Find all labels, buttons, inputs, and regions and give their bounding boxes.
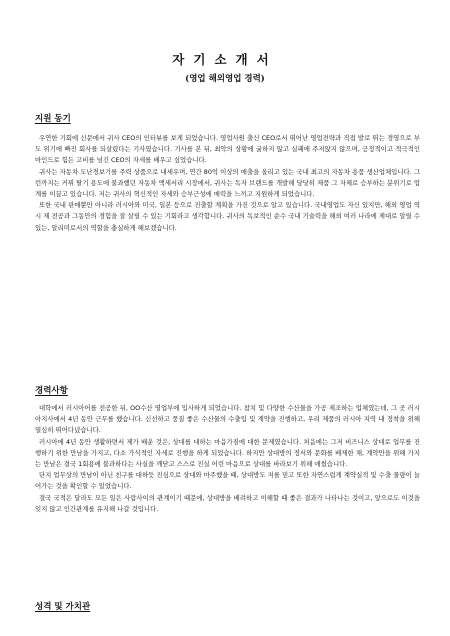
paragraph: 결국 국적은 달라도 모든 일은 사람사이의 관계이기 때문에, 상대방을 배려하고 이해할 때 좋은 결과가 나타나는 것이고, 앞으로도 이것을 잊지 않고 인간관계를 유지해 나갈 것입니다. bbox=[35, 493, 420, 513]
document-title: 자기소개서 bbox=[172, 52, 278, 67]
section-heading-motivation: 지원 동기 bbox=[35, 114, 71, 124]
paragraph: 러시아에 4년 동안 생활하면서 제가 배운 것은, 상대를 대하는 마음가짐에 대한 문제였습니다. 처음에는 그저 비즈니스 상대로 업무를 진행하기 위한 만남을 가지고, 다소 가식적인 자세로 진행을 하게 되었습니다. 하지만 상대방의 정서와 문화를 배제한 채, 계약만을 위해 가지는 만남은 결국 1회용에 불과하다는 사실을 깨닫고 스스로 진실 어린 마음으로 상대를 바라보기 위해 애썼습니다. bbox=[35, 437, 420, 469]
paragraph: 귀사는 자동차 도난경보기를 주력 상품으로 내세우며, 연간 80억 이상의 매출을 올리고 있는 국내 최고의 자동차 용품 생산업체입니다. 그런까지는 커뮈 탈기 용도에 불과했던 자동차 액세서리 시장에서, 귀사는 독자 브랜드를 개발해 당당히 제품 그 자체로 승부하는 분위기로 업계를 이끌고 있습니다. 저는 귀사의 혁신적인 자세와 승부근성에 매력을 느끼고 지원하게 되었습니다. bbox=[35, 167, 420, 199]
section-body-motivation bbox=[35, 133, 420, 234]
section-heading-career: 경력사항 bbox=[35, 386, 68, 396]
section-body-career bbox=[35, 403, 420, 515]
paragraph: 우연한 기회에 신문에서 귀사 CEO의 인터뷰를 보게 되었습니다. 영업사원 출신 CEO로서 뛰어난 영업전략과 직접 발로 뛰는 경영으로 부도 위기에 빠진 회사를 되살렸다는 기사였습니다. 기사를 본 뒤, 최악의 상황에 굴하지 않고 실패에 주저앉지 않으며, 긍정적이고 적극적인 마인드로 힘든 고비를 넘긴 CEO의 자세를 배우고 싶었습니다. bbox=[35, 134, 420, 165]
paragraph: 대학에서 러시아어를 전공한 뒤, OO수산 영업부에 입사하게 되었습니다. 참치 및 다양한 수산물을 가공 제조하는 업체였는데, 그 곳 러시아지사에서 4년 동안 근무를 했습니다. 신선하고 풍질 좋은 수산물의 수출입 및 계약을 진행하고, 우리 제품의 러시아 지역 내 정착을 위해 열심히 뛰어다녔습니다. bbox=[35, 404, 420, 435]
paragraph: 또한 국내 판매뿐만 아니라 러시아와 미국, 일본 등으로 진출할 계획을 가진 것으로 알고 있습니다. 국내영업도 자신 있지만, 해외 영업 역시 제 전공과 그동안의 경험을 잘 살릴 수 있는 기회라고 생각합니다. 귀사의 독보적인 순수 국내 기술력을 해외 여러 나라에 제대로 알릴 수 있는, 알리미로서의 역할을 충실하게 해보겠습니다. bbox=[35, 201, 420, 232]
document-subtitle: (영업 해외영업 경력) bbox=[185, 74, 265, 84]
section-heading-personality: 성격 및 가치관 bbox=[35, 602, 91, 612]
paragraph: 단지 업무상의 만남이 아닌 친구를 대하듯 진심으로 상대와 마주했을 때, 상대방도 저를 믿고 또한 자연스럽게 계약실적 및 수출 물량이 늘어가는 것을 확인할 수 있었습니다. bbox=[35, 471, 420, 491]
